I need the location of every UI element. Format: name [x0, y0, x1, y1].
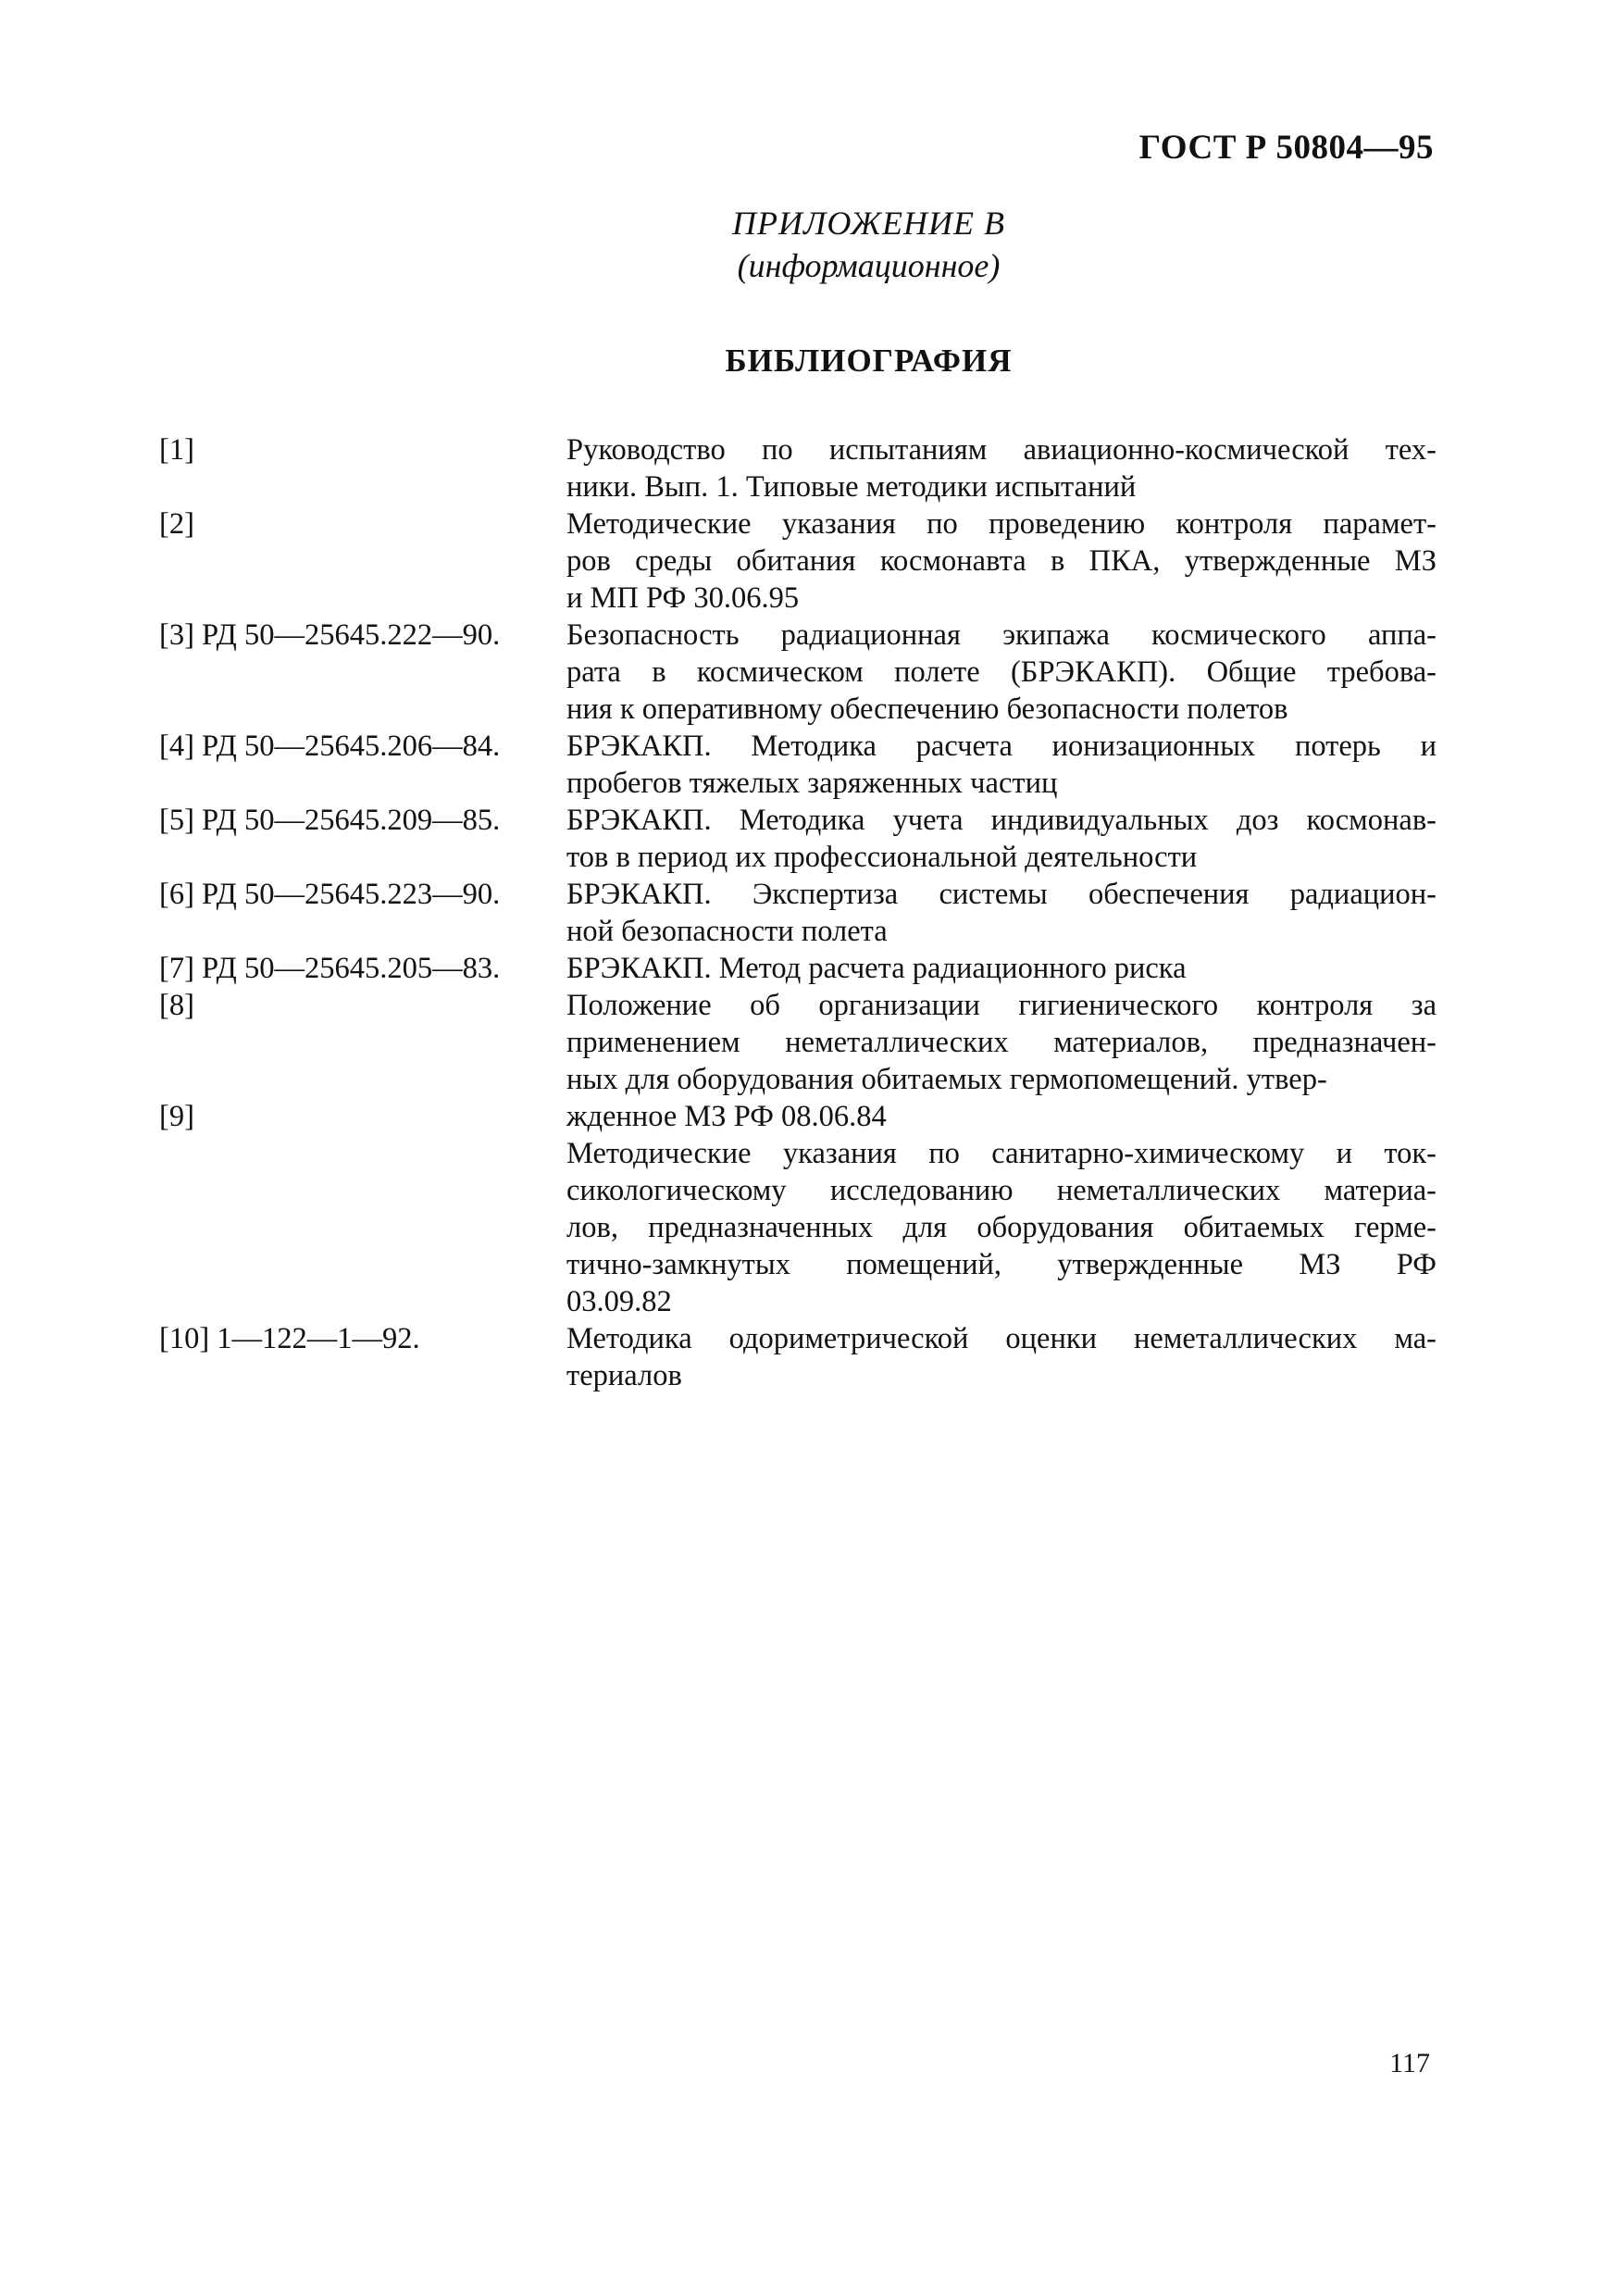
bibliography-entry-line: ния к оперативному обеспечению безопасности полетов	[566, 693, 1288, 726]
bibliography-entry-text	[566, 431, 1437, 505]
bibliography-entry-ref: [8]	[159, 989, 194, 1022]
bibliography-entry-text	[566, 505, 1437, 617]
bibliography-entry-ref: [6] РД 50—25645.223—90.	[159, 878, 501, 911]
appendix-heading	[0, 202, 1617, 287]
bibliography-entry	[159, 876, 1437, 950]
bibliography-entry-ref: [1]	[159, 433, 194, 467]
page-number: 117	[1389, 2048, 1430, 2078]
bibliography-entry-line: ров среды обитания космонавта в ПКА, утвержденные МЗ	[566, 544, 1437, 578]
appendix-subtitle: (информационное)	[737, 247, 1001, 284]
bibliography-entry-line: ной безопасности полета	[566, 915, 888, 948]
bibliography-entry	[159, 431, 1437, 505]
bibliography-entry-line: ники. Вып. 1. Типовые методики испытаний	[566, 470, 1137, 504]
bibliography-entry-line: рата в космическом полете (БРЭКАКП). Общие требова-	[566, 655, 1437, 689]
bibliography-entry-text	[566, 950, 1437, 987]
bibliography-entry-line: Положение об организации гигиенического контроля за	[566, 989, 1437, 1022]
bibliography-entry-line: БРЭКАКП. Экспертиза системы обеспечения радиацион-	[566, 878, 1437, 911]
appendix-title: ПРИЛОЖЕНИЕ В	[732, 205, 1005, 242]
page-header-code: ГОСТ Р 50804—95	[1138, 129, 1434, 167]
bibliography-entry-ref: [2]	[159, 507, 194, 541]
bibliography-entry-line: жденное МЗ РФ 08.06.84	[566, 1100, 887, 1133]
bibliography-entry-line: 03.09.82	[566, 1285, 672, 1318]
bibliography-entry-text	[566, 876, 1437, 950]
bibliography-entry-line: Методика одориметрической оценки неметаллических ма-	[566, 1322, 1437, 1355]
bibliography-entry-text	[566, 802, 1437, 876]
bibliography-entry-line: Безопасность радиационная экипажа космического аппа-	[566, 618, 1437, 652]
bibliography-entry-ref: [3] РД 50—25645.222—90.	[159, 618, 501, 652]
bibliography-entry-line: БРЭКАКП. Метод расчета радиационного риска	[566, 952, 1187, 985]
bibliography-list	[159, 431, 1437, 1394]
bibliography-entry-line: БРЭКАКП. Методика расчета ионизационных потерь и	[566, 730, 1437, 763]
bibliography-entry-line: БРЭКАКП. Методика учета индивидуальных доз космонав-	[566, 804, 1437, 837]
bibliography-entry	[159, 1320, 1437, 1394]
bibliography-entry-line: сикологическому исследованию неметаллических материа-	[566, 1174, 1437, 1207]
bibliography-entry-text	[566, 728, 1437, 802]
bibliography-entry-ref: [5] РД 50—25645.209—85.	[159, 804, 501, 837]
bibliography-title: БИБЛИОГРАФИЯ	[725, 343, 1013, 379]
bibliography-entry-line: тов в период их профессиональной деятельности	[566, 841, 1198, 874]
bibliography-entry-ref: [10] 1—122—1—92.	[159, 1322, 420, 1355]
bibliography-entry	[159, 728, 1437, 802]
bibliography-entry-ref: [7] РД 50—25645.205—83.	[159, 952, 501, 985]
bibliography-entry	[159, 802, 1437, 876]
bibliography-entry-line: ных для оборудования обитаемых гермопомещений. утвер-	[566, 1063, 1327, 1096]
bibliography-entry-text	[566, 1098, 1437, 1320]
bibliography-entry-text	[566, 617, 1437, 728]
bibliography-entry-line: лов, предназначенных для оборудования обитаемых герме-	[566, 1211, 1437, 1244]
bibliography-entry-line: применением неметаллических материалов, предназначен-	[566, 1026, 1437, 1059]
bibliography-entry-text	[566, 987, 1437, 1098]
bibliography-entry	[159, 505, 1437, 617]
bibliography-entry-line: и МП РФ 30.06.95	[566, 581, 800, 615]
bibliography-entry-line: териалов	[566, 1359, 682, 1392]
bibliography-entry-line: пробегов тяжелых заряженных частиц	[566, 767, 1058, 800]
bibliography-entry-line: Методические указания по санитарно-химическому и ток-	[566, 1137, 1437, 1170]
bibliography-entry	[159, 950, 1437, 987]
bibliography-entry-line: Методические указания по проведению контроля парамет-	[566, 507, 1437, 541]
bibliography-entry-ref: [4] РД 50—25645.206—84.	[159, 730, 501, 763]
bibliography-entry	[159, 617, 1437, 728]
bibliography-entry-ref: [9]	[159, 1100, 194, 1133]
bibliography-entry	[159, 987, 1437, 1098]
bibliography-entry	[159, 1098, 1437, 1320]
bibliography-entry-text	[566, 1320, 1437, 1394]
bibliography-entry-line: тично-замкнутых помещений, утвержденные МЗ РФ	[566, 1248, 1437, 1281]
bibliography-entry-line: Руководство по испытаниям авиационно-космической тех-	[566, 433, 1437, 467]
